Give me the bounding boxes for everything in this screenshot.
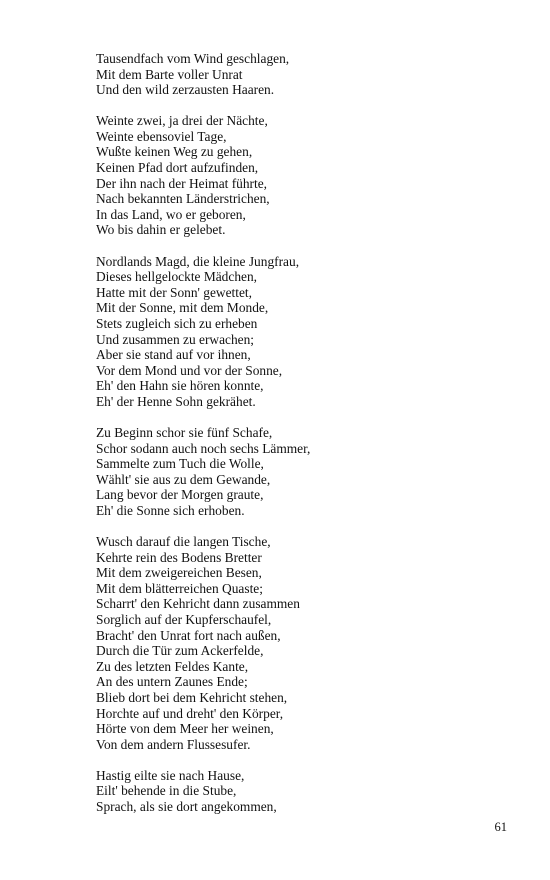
poem-line: Der ihn nach der Heimat führte,: [96, 175, 268, 191]
poem-line: Wußte keinen Weg zu gehen,: [96, 144, 253, 160]
page-number: 61: [494, 820, 507, 834]
poem-line: Zu Beginn schor sie fünf Schafe,: [96, 424, 273, 440]
poem-line: Eh' der Henne Sohn gekrähet.: [96, 393, 256, 409]
poem-line: Mit dem zweigereichen Besen,: [96, 565, 262, 581]
poem-line: Nordlands Magd, die kleine Jungfrau,: [96, 253, 300, 269]
stanza: [96, 254, 516, 410]
poem-line: Hastig eilte sie nach Hause,: [96, 767, 245, 783]
poem-line: Mit dem Barte voller Unrat: [96, 66, 243, 82]
poem-line: Eilt' behende in die Stube,: [96, 783, 237, 799]
poem-line: Schor sodann auch noch sechs Lämmer,: [96, 440, 311, 456]
poem-line: Sprach, als sie dort angekommen,: [96, 799, 277, 815]
poem-line: Stets zugleich sich zu erheben: [96, 315, 258, 331]
poem-line: Weinte ebensoviel Tage,: [96, 128, 227, 144]
poem-line: Weinte zwei, ja drei der Nächte,: [96, 113, 268, 129]
poem-line: Eh' die Sonne sich erhoben.: [96, 502, 245, 518]
poem-line: Hatte mit der Sonn' gewettet,: [96, 284, 252, 300]
poem-line: Hörte von dem Meer her weinen,: [96, 721, 274, 737]
stanza: [96, 425, 516, 519]
poem-line: Tausendfach vom Wind geschlagen,: [96, 51, 290, 66]
poem-line: Wo bis dahin er gelebet.: [96, 222, 226, 238]
poem-line: Keinen Pfad dort aufzufinden,: [96, 160, 259, 176]
poem-line: Zu des letzten Feldes Kante,: [96, 658, 249, 674]
poem-line: Nach bekannten Länderstrichen,: [96, 191, 270, 207]
poem-line: Und den wild zerzausten Haaren.: [96, 82, 275, 98]
poem-text: [96, 51, 516, 830]
stanza: [96, 534, 516, 752]
poem-line: Blieb dort bei dem Kehricht stehen,: [96, 689, 288, 705]
poem-line: Kehrte rein des Bodens Bretter: [96, 549, 262, 565]
poem-line: Vor dem Mond und vor der Sonne,: [96, 362, 283, 378]
poem-line: Horchte auf und dreht' den Körper,: [96, 705, 284, 721]
poem-line: Mit der Sonne, mit dem Monde,: [96, 300, 269, 316]
stanza: [96, 51, 516, 98]
stanza: [96, 768, 516, 815]
poem-line: Wusch darauf die langen Tische,: [96, 534, 271, 550]
poem-line: Von dem andern Flussesufer.: [96, 736, 251, 752]
poem-line: An des untern Zaunes Ende;: [96, 674, 248, 690]
poem-line: Lang bevor der Morgen graute,: [96, 487, 264, 503]
poem-line: Scharrt' den Kehricht dann zusammen: [96, 596, 300, 612]
poem-line: Und zusammen zu erwachen;: [96, 331, 255, 347]
poem-line: Wählt' sie aus zu dem Gewande,: [96, 471, 271, 487]
poem-line: Mit dem blätterreichen Quaste;: [96, 580, 263, 596]
poem-line: In das Land, wo er geboren,: [96, 206, 246, 222]
poem-line: Sorglich auf der Kupferschaufel,: [96, 612, 272, 627]
poem-line: Bracht' den Unrat fort nach außen,: [96, 627, 281, 643]
poem-line: Dieses hellgelockte Mädchen,: [96, 269, 258, 285]
poem-line: Aber sie stand auf vor ihnen,: [96, 347, 251, 363]
poem-line: Durch die Tür zum Ackerfelde,: [96, 643, 264, 659]
poem-line: Eh' den Hahn sie hören konnte,: [96, 378, 264, 394]
poem-line: Sammelte zum Tuch die Wolle,: [96, 456, 264, 472]
stanza: [96, 113, 516, 238]
